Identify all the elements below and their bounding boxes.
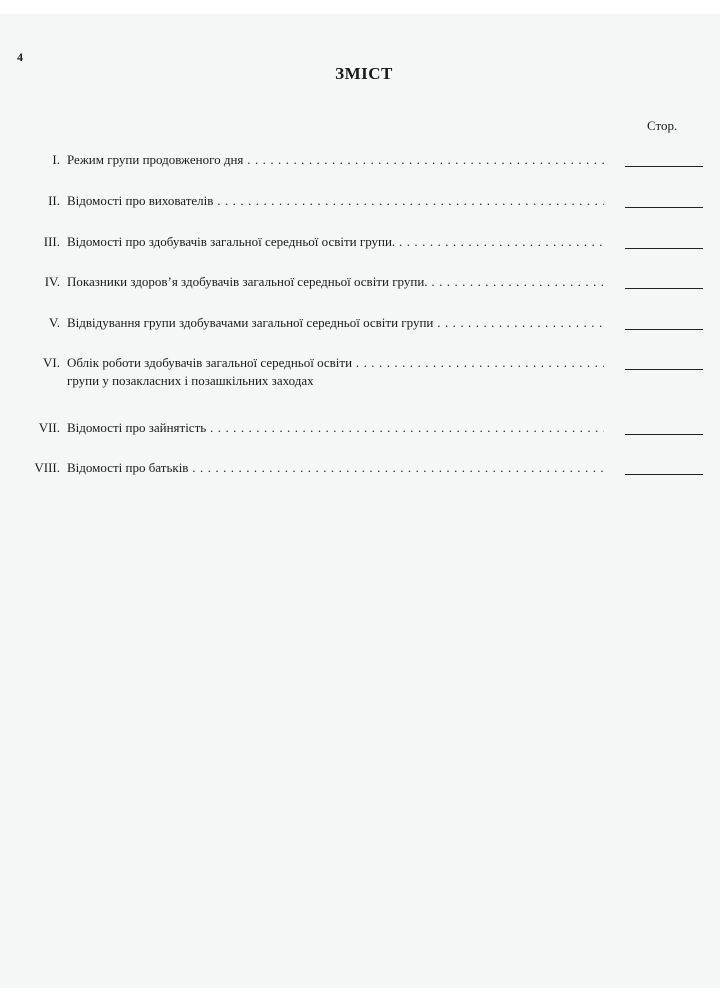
toc-numeral: II. (48, 193, 60, 208)
page-column-header: Стор. (647, 118, 678, 133)
toc-numeral: IV. (44, 274, 60, 289)
toc-numeral: VII. (38, 420, 60, 435)
toc-entry-text: Режим групи продовженого дня . . . (67, 152, 604, 168)
toc-page-blank (625, 166, 703, 167)
toc-numeral: III. (43, 234, 60, 249)
toc-page-blank (625, 288, 703, 289)
toc-entry-text: Облік роботи здобувачів загальної середньої освіти . . . (67, 355, 604, 371)
toc-entry-text: Відомості про вихователів . . . (67, 193, 604, 209)
toc-entry-text: Відомості про зайнятість . . . (67, 420, 604, 436)
toc-page-blank (625, 474, 703, 475)
top-margin-band (0, 0, 720, 14)
toc-entry-text: Відвідування групи здобувачами загальної середньої освіти групи . . . (67, 315, 604, 331)
toc-entry-text: Відомості про здобувачів загальної середньої освіти групи. . . . (67, 234, 604, 250)
toc-page-blank (625, 434, 703, 435)
toc-numeral: VI. (43, 355, 60, 370)
toc-entry-text: Відомості про батьків . . . (67, 460, 604, 476)
toc-page-blank (625, 369, 703, 370)
bottom-margin-band (0, 988, 720, 1000)
toc-entry-text-line2: групи у позакласних і позашкільних заходах (67, 373, 314, 388)
page-title: ЗМІСТ (335, 64, 393, 83)
toc-entry-text: Показники здоров’я здобувачів загальної середньої освіти групи. . . . (67, 274, 604, 290)
toc-numeral: V. (49, 315, 60, 330)
toc-numeral: I. (52, 152, 60, 167)
toc-numeral: VIII. (34, 460, 60, 475)
toc-page-blank (625, 248, 703, 249)
toc-page-blank (625, 329, 703, 330)
toc-page-blank (625, 207, 703, 208)
page-number: 4 (17, 50, 23, 64)
